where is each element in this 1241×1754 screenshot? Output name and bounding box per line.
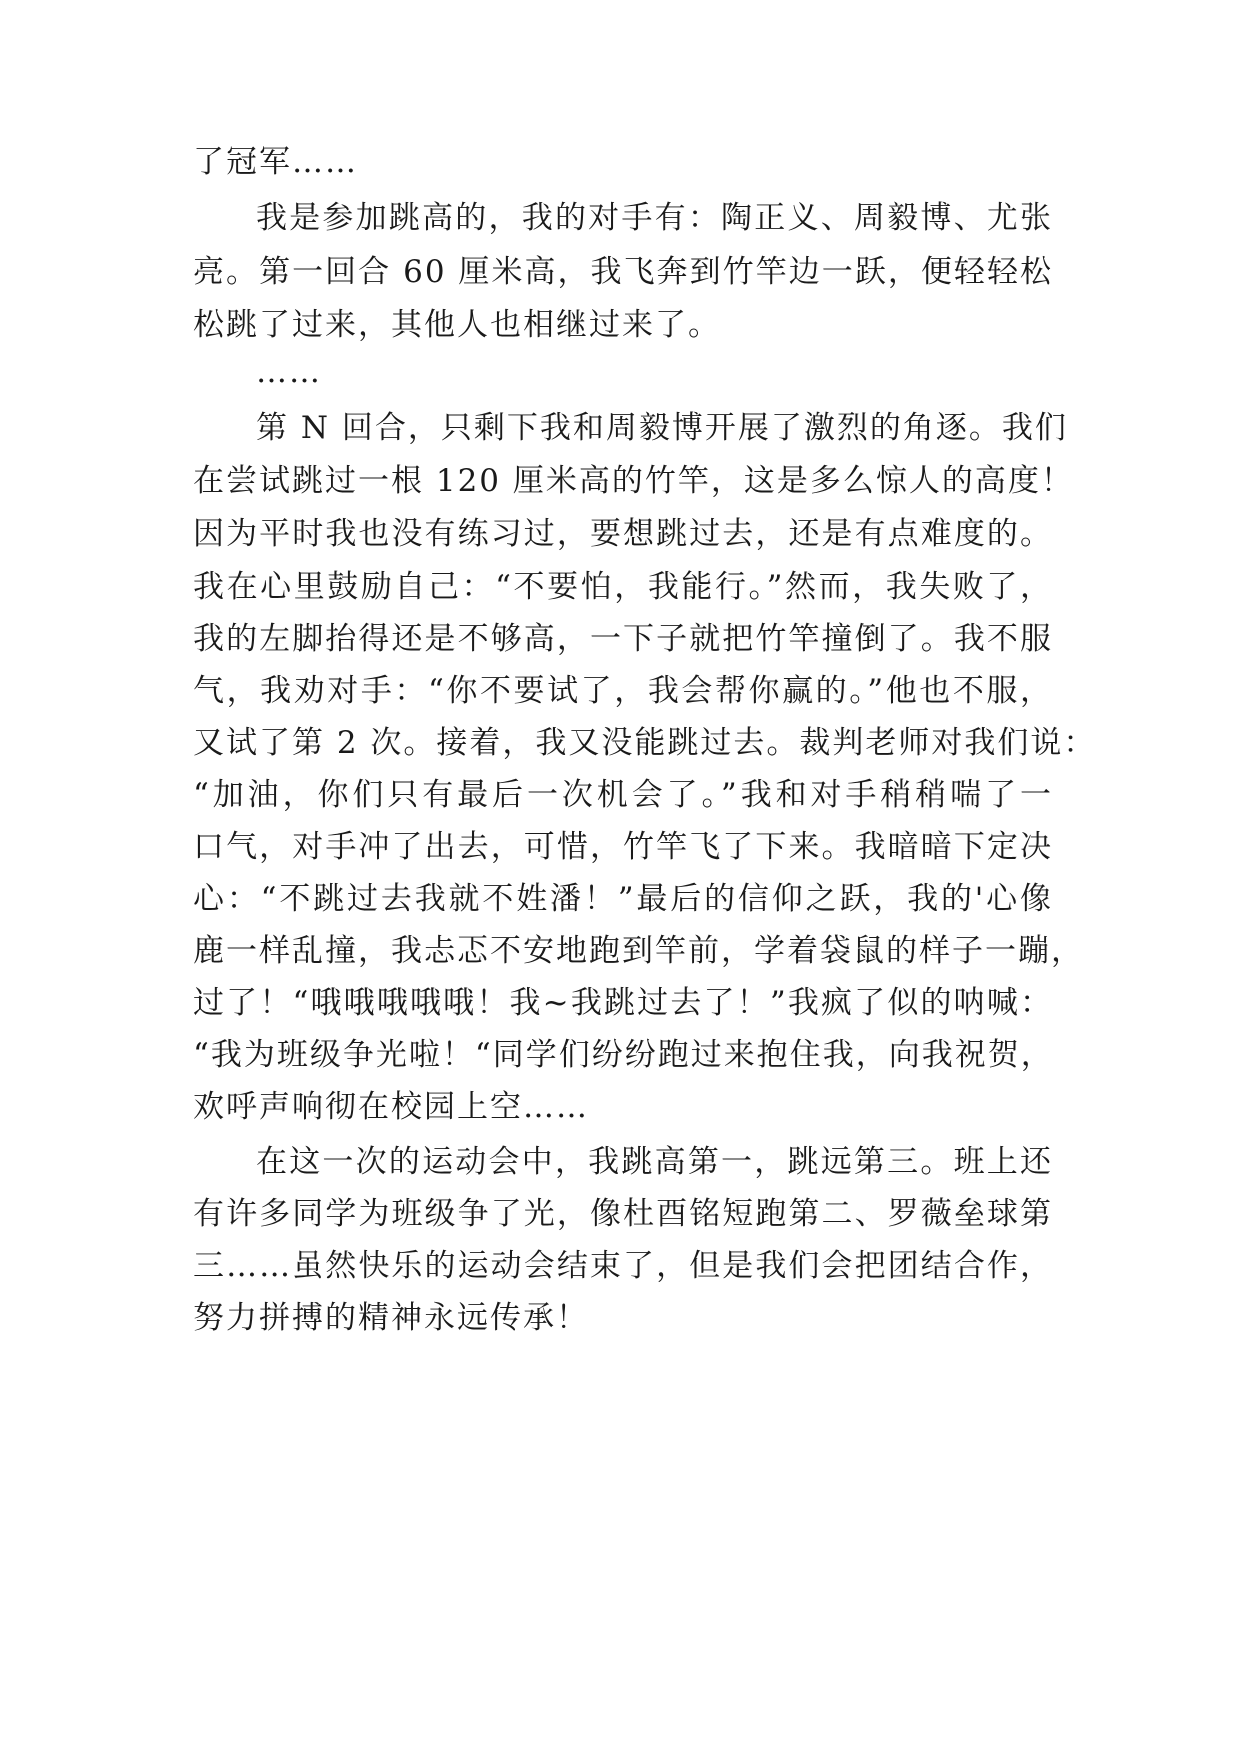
paragraph-first-line: 第 N 回合，只剩下我和周毅博开展了激烈的角逐。我们 bbox=[256, 410, 1068, 446]
text-line: 亮。第一回合 60 厘米高，我飞奔到竹竿边一跃，便轻轻松 bbox=[193, 254, 1053, 290]
text-line: “加油，你们只有最后一次机会了。”我和对手稍稍喘了一 bbox=[193, 777, 1053, 813]
ellipsis-line: …… bbox=[256, 354, 322, 390]
text-line: 三……虽然快乐的运动会结束了，但是我们会把团结合作， bbox=[193, 1248, 1053, 1284]
text-line: “我为班级争光啦！“同学们纷纷跑过来抱住我，向我祝贺， bbox=[193, 1037, 1054, 1073]
text-line: 我的左脚抬得还是不够高，一下子就把竹竿撞倒了。我不服 bbox=[193, 621, 1053, 657]
text-line: 松跳了过来，其他人也相继过来了。 bbox=[193, 307, 721, 343]
text-line: 鹿一样乱撞，我忐忑不安地跑到竿前，学着袋鼠的样子一蹦， bbox=[193, 933, 1084, 969]
text-line: 了冠军…… bbox=[193, 144, 358, 180]
text-line: 气，我劝对手：“你不要试了，我会帮你赢的。”他也不服， bbox=[193, 673, 1053, 709]
text-line: 心：“不跳过去我就不姓潘！”最后的信仰之跃，我的'心像 bbox=[193, 881, 1053, 917]
paragraph-first-line: 我是参加跳高的，我的对手有：陶正义、周毅博、尤张 bbox=[256, 200, 1053, 236]
paragraph-first-line: 在这一次的运动会中，我跳高第一，跳远第三。班上还 bbox=[256, 1144, 1053, 1180]
text-line: 欢呼声响彻在校园上空…… bbox=[193, 1089, 589, 1125]
text-line: 口气，对手冲了出去，可惜，竹竿飞了下来。我暗暗下定决 bbox=[193, 829, 1053, 865]
text-line: 在尝试跳过一根 120 厘米高的竹竿，这是多么惊人的高度！ bbox=[193, 463, 1074, 499]
text-line: 努力拼搏的精神永远传承！ bbox=[193, 1300, 589, 1336]
text-line: 因为平时我也没有练习过，要想跳过去，还是有点难度的。 bbox=[193, 516, 1053, 552]
text-line: 过了！“哦哦哦哦哦！我~我跳过去了！”我疯了似的呐喊： bbox=[193, 985, 1053, 1021]
text-line: 有许多同学为班级争了光，像杜酉铭短跑第二、罗薇垒球第 bbox=[193, 1196, 1053, 1232]
text-line: 我在心里鼓励自己：“不要怕，我能行。”然而，我失败了， bbox=[193, 569, 1053, 605]
text-line: 又试了第 2 次。接着，我又没能跳过去。裁判老师对我们说： bbox=[193, 725, 1097, 761]
